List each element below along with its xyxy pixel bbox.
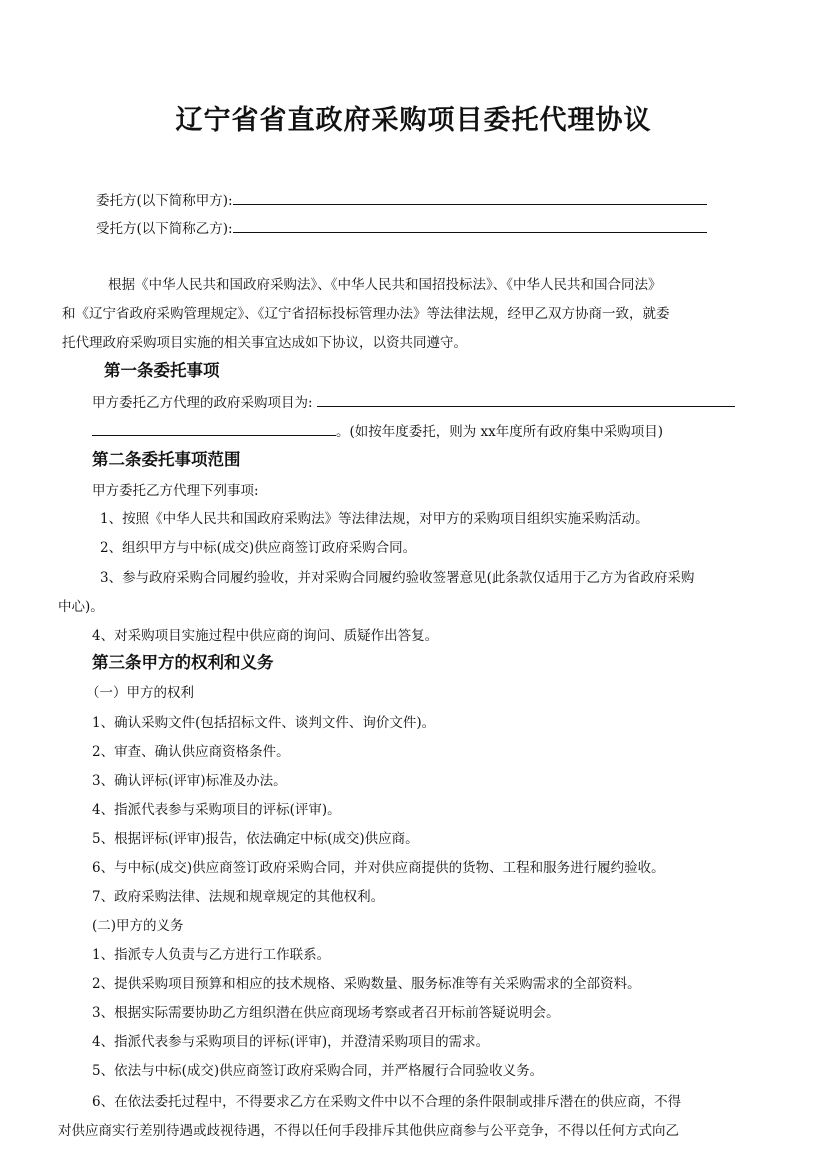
party-a-line xyxy=(96,190,707,211)
party-a-label: 委托方(以下简称甲方): xyxy=(96,193,233,209)
document-title: 辽宁省省直政府采购项目委托代理协议 xyxy=(175,105,652,136)
project-name-blank-2[interactable] xyxy=(92,421,336,436)
article-1-note: 。(如按年度委托，则为 xx年度所有政府集中采购项目) xyxy=(336,424,664,440)
rights-item: 6、与中标(成交)供应商签订政府采购合同，并对供应商提供的货物、工程和服务进行履约验收。 xyxy=(92,860,665,876)
duties-item: 3、根据实际需要协助乙方组织潜在供应商现场考察或者召开标前答疑说明会。 xyxy=(92,1005,560,1021)
intro-line: 托代理政府采购项目实施的相关事宜达成如下协议，以资共同遵守。 xyxy=(62,335,467,351)
party-a-blank[interactable] xyxy=(233,190,707,205)
rights-item: 5、根据评标(评审)报告，依法确定中标(成交)供应商。 xyxy=(92,831,419,847)
article-1-line xyxy=(92,392,735,413)
party-b-label: 受托方(以下简称乙方): xyxy=(96,221,233,237)
duties-item: 5、依法与中标(成交)供应商签订政府采购合同，并严格履行合同验收义务。 xyxy=(92,1063,544,1079)
rights-item: 2、审查、确认供应商资格条件。 xyxy=(92,744,290,760)
article-3-heading: 第三条甲方的权利和义务 xyxy=(92,653,274,672)
article-1-line xyxy=(92,421,663,442)
article-2-heading: 第二条委托事项范围 xyxy=(92,450,241,469)
project-name-blank[interactable] xyxy=(317,392,735,407)
duties-item: 2、提供采购项目预算和相应的技术规格、采购数量、服务标准等有关采购需求的全部资料。 xyxy=(92,976,641,992)
intro-line: 根据《中华人民共和国政府采购法》、《中华人民共和国招投标法》、《中华人民共和国合同法》 xyxy=(108,277,662,293)
rights-heading: （一）甲方的权利 xyxy=(86,685,194,701)
duties-item: 对供应商实行差别待遇或歧视待遇，不得以任何手段排斥其他供应商参与公平竞争，不得以任何方式向乙 xyxy=(58,1123,679,1139)
duties-item: 4、指派代表参与采购项目的评标(评审)，并澄清采购项目的需求。 xyxy=(92,1034,490,1050)
rights-item: 4、指派代表参与采购项目的评标(评审)。 xyxy=(92,802,341,818)
intro-line: 和《辽宁省政府采购管理规定》、《辽宁省招标投标管理办法》等法律法规，经甲乙双方协商一致，就委 xyxy=(62,306,670,322)
article-1-label: 甲方委托乙方代理的政府采购项目为: xyxy=(92,395,313,411)
article-2-line: 1、按照《中华人民共和国政府采购法》等法律法规，对甲方的采购项目组织实施采购活动。 xyxy=(100,511,649,527)
article-2-line: 2、组织甲方与中标(成交)供应商签订政府采购合同。 xyxy=(100,540,417,556)
duties-heading: (二)甲方的义务 xyxy=(92,918,184,934)
rights-item: 1、确认采购文件(包括招标文件、谈判文件、询价文件)。 xyxy=(92,715,436,731)
article-2-line: 中心)。 xyxy=(58,599,104,615)
duties-item: 6、在依法委托过程中，不得要求乙方在采购文件中以不合理的条件限制或排斥潜在的供应商，不得 xyxy=(92,1094,682,1110)
duties-item: 1、指派专人负责与乙方进行工作联系。 xyxy=(92,947,331,963)
article-2-line: 甲方委托乙方代理下列事项: xyxy=(92,483,259,499)
rights-item: 3、确认评标(评审)标准及办法。 xyxy=(92,773,287,789)
party-b-blank[interactable] xyxy=(233,218,707,233)
article-1-heading: 第一条委托事项 xyxy=(104,361,220,380)
article-2-line: 4、对采购项目实施过程中供应商的询问、质疑作出答复。 xyxy=(92,628,439,644)
party-b-line xyxy=(96,218,707,239)
rights-item: 7、政府采购法律、法规和规章规定的其他权利。 xyxy=(92,889,385,905)
article-2-line: 3、参与政府采购合同履约验收，并对采购合同履约验收签署意见(此条款仅适用于乙方为省政府采购 xyxy=(100,570,695,586)
